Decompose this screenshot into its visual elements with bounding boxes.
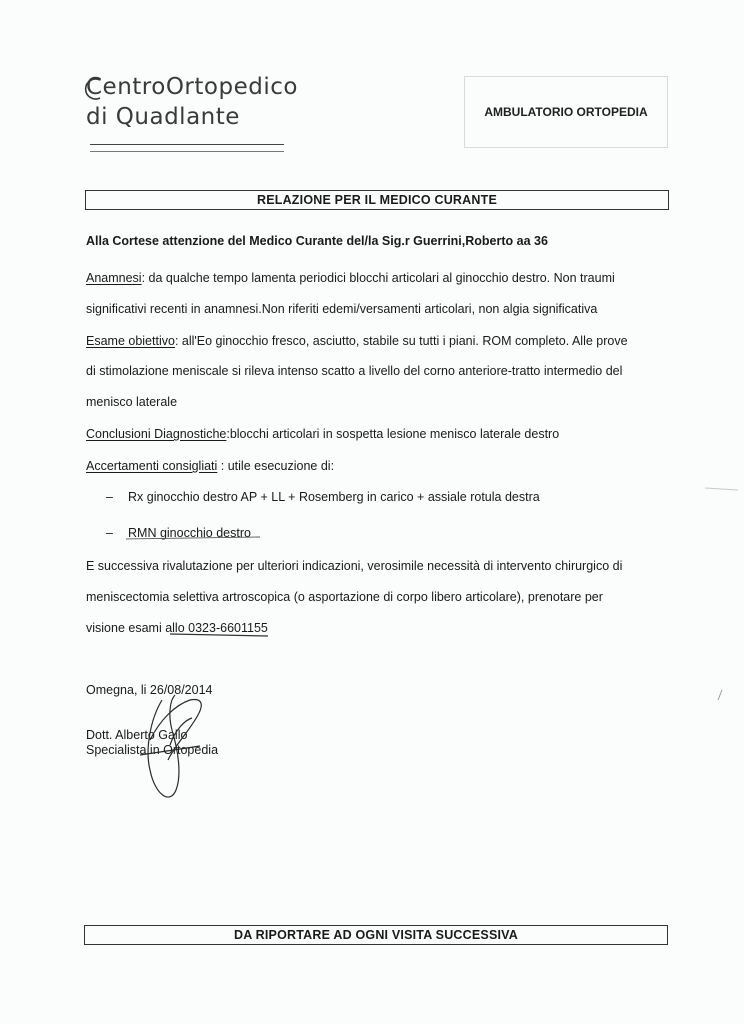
bullet-text-rmn: RMN ginocchio destro xyxy=(128,526,251,540)
logo-line-1: CentroOrtopedico xyxy=(86,74,298,100)
bullet-text-rx: Rx ginocchio destro AP + LL + Rosemberg in carico + assiale rotula destra xyxy=(128,490,540,504)
bullet-dash: – xyxy=(106,490,113,504)
followup-prefix: visione esami allo xyxy=(86,621,189,635)
phone-number: 0323-6601155 xyxy=(188,621,268,635)
anamnesi-line-2: significativi recenti in anamnesi.Non riferiti edemi/versamenti articolari, non algia significativa xyxy=(86,302,598,316)
doctor-title: Specialista in Ortopedia xyxy=(86,743,219,757)
accertamenti-label: Accertamenti consigliati xyxy=(86,459,218,473)
place-date: Omegna, li 26/08/2014 xyxy=(86,683,213,697)
esame-text-1: : all'Eo ginocchio fresco, asciutto, stabile su tutti i piani. ROM completo. Alle prove xyxy=(174,334,628,348)
bullet-item xyxy=(106,525,251,541)
esame-label: Esame obiettivo xyxy=(86,334,175,348)
followup-line-3 xyxy=(86,620,268,636)
addressee-line: Alla Cortese attenzione del Medico Curante del/la Sig.r Guerrini,Roberto aa 36 xyxy=(86,234,548,248)
department-label: AMBULATORIO ORTOPEDIA xyxy=(484,105,648,119)
logo-rule xyxy=(90,144,284,152)
anamnesi-text-1: : da qualche tempo lamenta periodici blocchi articolari al ginocchio destro. Non traumi xyxy=(141,271,615,285)
anamnesi-line-1 xyxy=(86,270,615,286)
scan-mark xyxy=(705,488,738,490)
logo-line-2: di Quadlante xyxy=(86,104,240,130)
footer-notice-box xyxy=(84,925,668,945)
conclusioni-label: Conclusioni Diagnostiche xyxy=(86,427,227,441)
followup-line-1: E successiva rivalutazione per ulteriori indicazioni, verosimile necessità di intervento chirurgico di xyxy=(86,559,623,573)
bullet-dash: – xyxy=(106,526,113,540)
department-box xyxy=(464,76,668,148)
conclusioni-text: :blocchi articolari in sospetta lesione menisco laterale destro xyxy=(226,427,560,441)
anamnesi-label: Anamnesi xyxy=(86,271,142,285)
accertamenti-text: : utile esecuzione di: xyxy=(217,459,335,473)
scan-mark xyxy=(718,690,722,700)
esame-line-1 xyxy=(86,333,628,349)
bullet-item xyxy=(106,489,540,505)
conclusioni-line xyxy=(86,426,559,442)
report-title-box xyxy=(85,190,669,210)
esame-line-3: menisco laterale xyxy=(86,395,178,409)
doctor-name: Dott. Alberto Gallo xyxy=(86,728,188,742)
clinic-logo xyxy=(86,74,298,154)
report-title: RELAZIONE PER IL MEDICO CURANTE xyxy=(256,193,497,207)
esame-line-2: di stimolazione meniscale si rileva intenso scatto a livello del corno anteriore-tratto intermedio del xyxy=(86,364,623,378)
followup-line-2: meniscectomia selettiva artroscopica (o asportazione di corpo libero articolare), prenotare per xyxy=(86,590,603,604)
accertamenti-line xyxy=(86,458,334,474)
footer-notice: DA RIPORTARE AD OGNI VISITA SUCCESSIVA xyxy=(233,928,518,942)
